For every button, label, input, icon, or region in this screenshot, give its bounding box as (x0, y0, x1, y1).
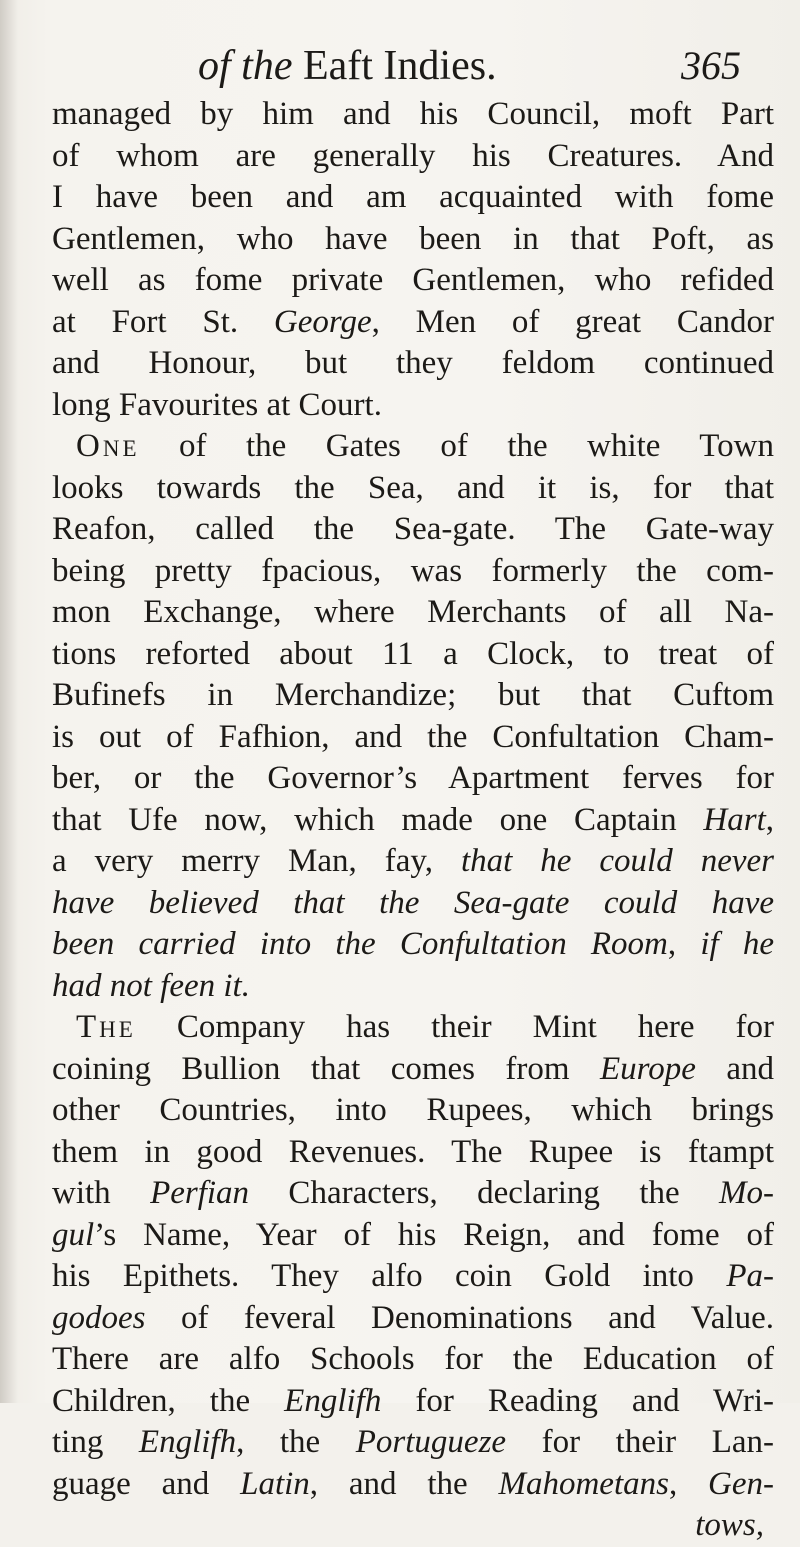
text-span: , Men of great Candor (371, 303, 774, 340)
text-span: ting (52, 1424, 139, 1460)
text-span: of feveral Denominations and Value. (145, 1299, 774, 1336)
text-line (52, 177, 774, 219)
text-span: ber, or the Governor’s Apartment ferves for (52, 760, 774, 796)
text-span: Company has their Mint here for (135, 1009, 774, 1045)
text-span: , (667, 926, 701, 962)
text-line (52, 758, 774, 800)
text-span: of the Gates of the white Town (139, 428, 774, 464)
text-span: at Fort St. (52, 303, 274, 340)
italic-span: Pa- (726, 1258, 774, 1294)
text-line (52, 426, 774, 468)
italic-span: Englifh (284, 1382, 382, 1419)
italic-span: Portugueze (355, 1424, 507, 1460)
text-line (52, 509, 774, 551)
italic-span: godoes (52, 1299, 146, 1336)
text-line (52, 343, 774, 385)
text-span: ’s Name, Year of his Reign, and fome of (94, 1216, 774, 1253)
text-span: being pretty fpacious, was formerly the com- (52, 552, 774, 589)
text-span: , and the (309, 1465, 499, 1502)
gutter-shadow (0, 0, 18, 1403)
running-head (198, 40, 497, 92)
text-line (52, 592, 774, 634)
text-span: Reafon, called the Sea-gate. The Gate-way (52, 511, 774, 547)
italic-span: Latin (240, 1465, 310, 1502)
italic-span: Mahometans (498, 1465, 669, 1502)
text-line (52, 634, 774, 676)
text-line (52, 1422, 774, 1464)
italic-span: Europe (600, 1050, 696, 1087)
italic-span: Gen- (708, 1465, 774, 1502)
text-line (52, 675, 774, 717)
text-line (52, 1215, 774, 1257)
italic-span: had not feen it. (52, 967, 250, 1004)
text-span: , (668, 1465, 709, 1502)
text-span: his Epithets. They alfo coin Gold into (52, 1258, 727, 1294)
catchword: tows, (695, 1507, 764, 1543)
italic-span: Perfian (150, 1175, 250, 1211)
text-span: Bufinefs in Merchandize; but that Cuftom (52, 677, 774, 713)
text-line (52, 1049, 774, 1091)
text-line (52, 1381, 774, 1423)
text-span: looks towards the Sea, and it is, for that (52, 469, 774, 506)
italic-span: Hart (703, 801, 766, 838)
running-head-main: Eaft Indies. (292, 43, 497, 89)
text-line (52, 94, 774, 136)
italic-span: have believed that the Sea-gate could have (52, 884, 774, 921)
italic-span: Englifh (138, 1424, 237, 1460)
text-span: coining Bullion that comes from (52, 1050, 600, 1087)
page-number: 365 (681, 43, 741, 88)
text-span: tions reforted about 11 a Clock, to treat of (52, 635, 774, 672)
text-span: guage and (52, 1465, 241, 1502)
text-line (52, 883, 774, 925)
text-span: with (52, 1175, 151, 1211)
italic-span: George (273, 303, 372, 340)
text-line (52, 800, 774, 842)
text-line (52, 924, 774, 966)
text-span: long Favourites at Court. (52, 386, 382, 423)
text-span: Children, the (52, 1382, 285, 1419)
small-caps-word: The (76, 1009, 136, 1045)
page-header (0, 40, 800, 96)
text-line (52, 1173, 774, 1215)
text-span: well as fome private Gentlemen, who refided (52, 262, 774, 298)
text-line (52, 302, 774, 344)
text-line (52, 136, 774, 178)
text-span: There are alfo Schools for the Education of (52, 1341, 774, 1377)
text-line (52, 1339, 774, 1381)
text-line (52, 551, 774, 593)
text-span: I have been and am acquainted with fome (52, 179, 774, 215)
text-span: managed by him and his Council, moft Part (52, 96, 774, 132)
text-line (52, 1007, 774, 1049)
italic-span: that he could never (460, 843, 774, 879)
italic-span: Mo- (719, 1175, 774, 1211)
text-span: , (765, 801, 774, 838)
text-span: mon Exchange, where Merchants of all Na- (52, 594, 774, 630)
text-span: Characters, declaring the (249, 1175, 720, 1211)
running-head-italic: of the (198, 43, 293, 89)
text-line (52, 1298, 774, 1340)
text-span: for Reading and Wri- (381, 1382, 774, 1419)
text-span: and (695, 1050, 774, 1087)
small-caps-word: One (76, 428, 140, 464)
text-span: is out of Fafhion, and the Confultation Cham- (52, 718, 774, 755)
italic-span: gul (52, 1216, 95, 1253)
italic-span: been carried into the Confultation Room (52, 926, 668, 962)
body-text (52, 94, 774, 1547)
text-span: a very merry Man, fay, (52, 843, 461, 879)
text-span: , the (236, 1424, 356, 1460)
italic-span: if he (700, 926, 774, 962)
text-span: of whom are generally his Creatures. And (52, 137, 774, 174)
text-span: for their Lan- (506, 1424, 774, 1460)
text-line (52, 841, 774, 883)
text-line (52, 1464, 774, 1506)
text-line (52, 1132, 774, 1174)
text-span: that Ufe now, which made one Captain (52, 801, 704, 838)
text-line (52, 260, 774, 302)
text-line (52, 468, 774, 510)
text-line (52, 966, 774, 1008)
text-line (52, 717, 774, 759)
text-line (52, 1090, 774, 1132)
text-line (52, 1256, 774, 1298)
text-span: and Honour, but they feldom continued (52, 345, 774, 381)
text-span: Gentlemen, who have been in that Poft, as (52, 220, 774, 257)
text-span: other Countries, into Rupees, which brings (52, 1092, 774, 1128)
text-line (52, 385, 774, 427)
text-span: them in good Revenues. The Rupee is ftampt (52, 1133, 774, 1170)
text-line (52, 219, 774, 261)
